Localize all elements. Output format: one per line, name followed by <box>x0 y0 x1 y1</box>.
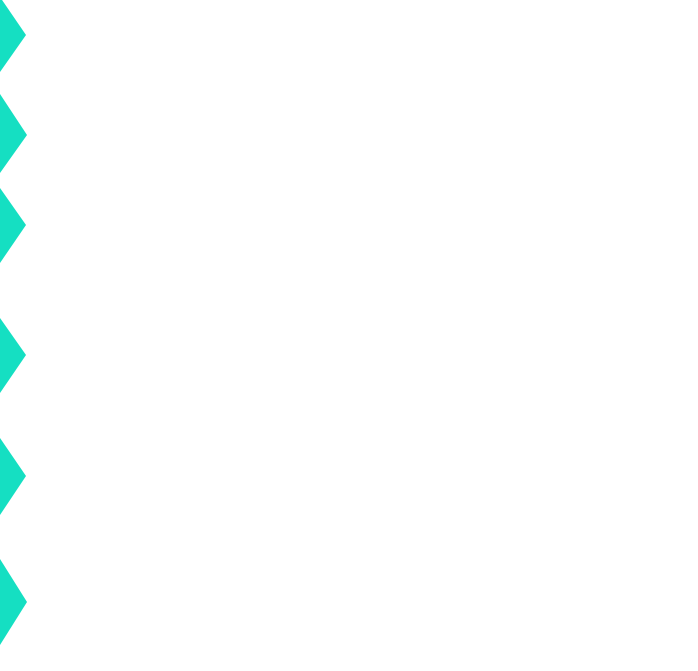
chevron-arrow <box>0 318 26 393</box>
chevron-arrow <box>0 0 26 72</box>
chevron-arrow <box>0 94 27 173</box>
chevron-arrow <box>0 559 27 645</box>
chevron-arrow <box>0 188 26 263</box>
chevron-arrow <box>0 438 26 515</box>
